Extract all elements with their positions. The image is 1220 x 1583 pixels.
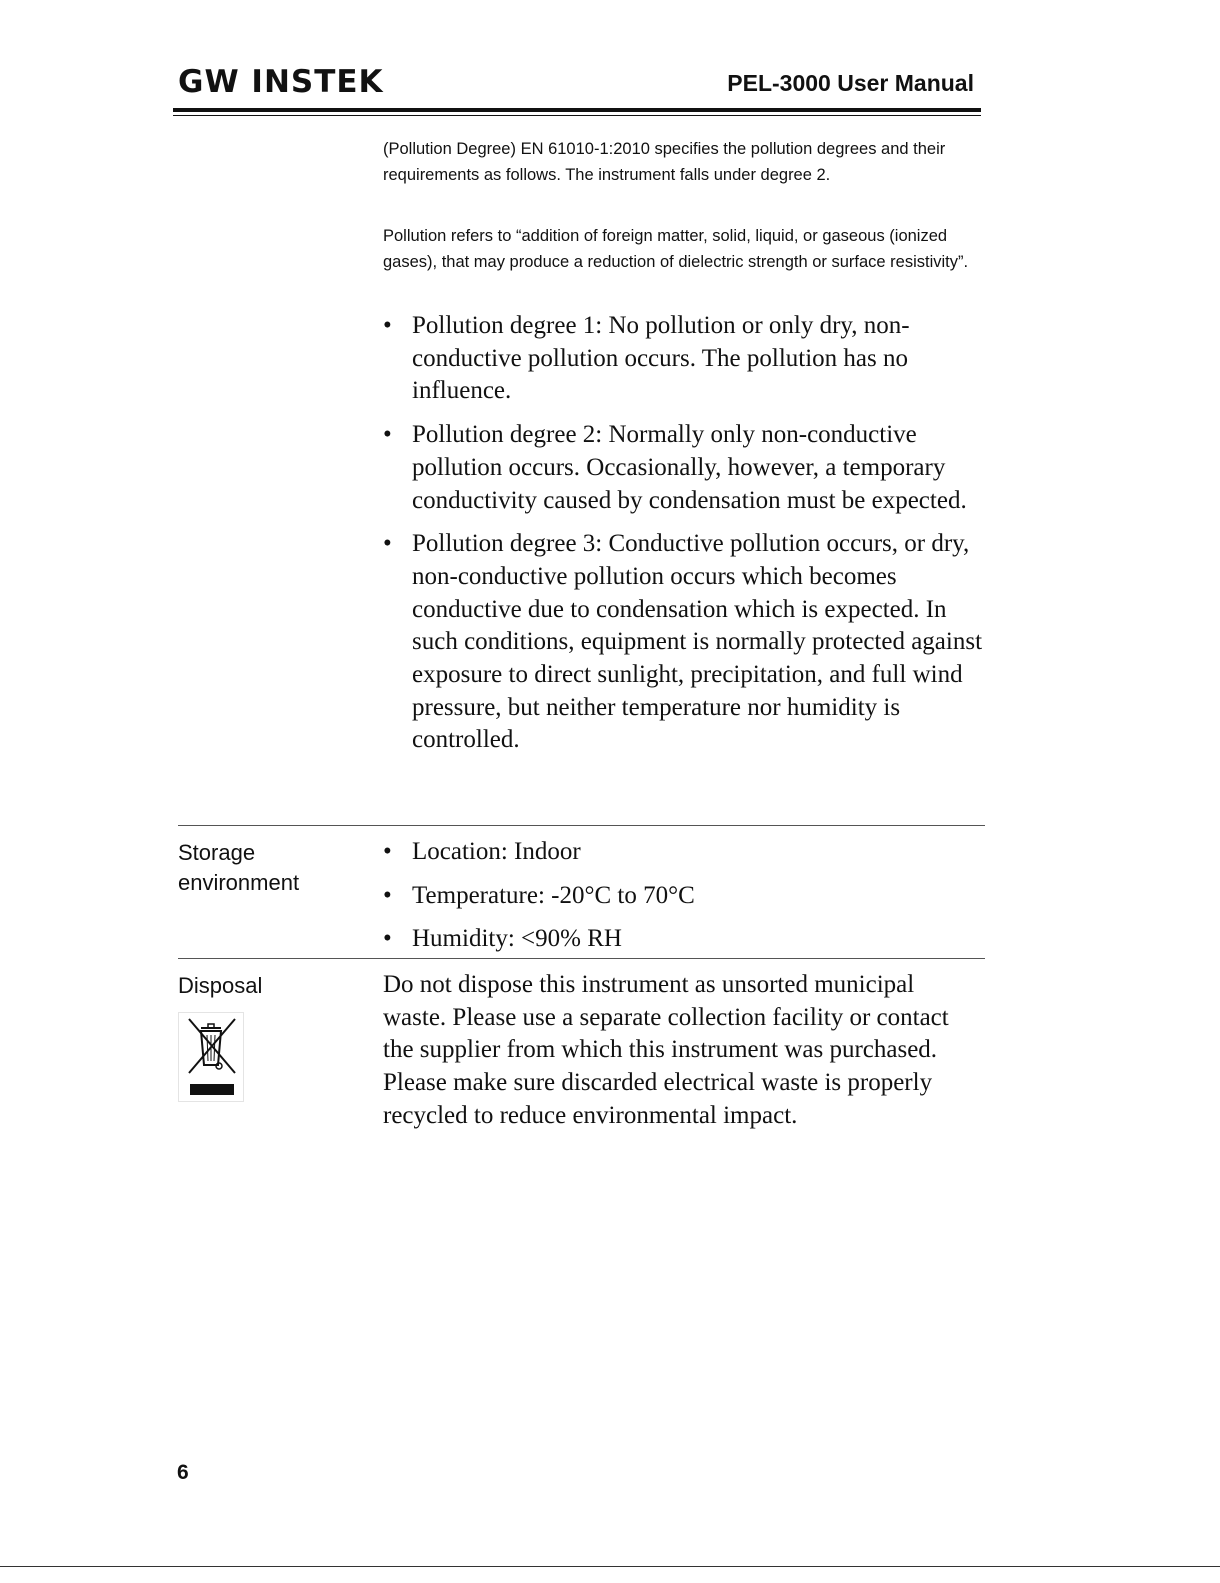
page-edge bbox=[0, 1566, 1220, 1567]
brand-logo: GW INSTEK bbox=[178, 64, 384, 100]
list-item bbox=[383, 310, 988, 408]
storage-label-line2: environment bbox=[178, 870, 300, 895]
section-divider bbox=[178, 958, 985, 959]
weee-crossed-bin-icon bbox=[178, 1012, 244, 1102]
list-item bbox=[383, 923, 988, 956]
header-rule-thin bbox=[173, 115, 981, 116]
header-rule bbox=[173, 108, 981, 112]
pollution-degree-list bbox=[383, 310, 988, 757]
bullet-icon: • bbox=[383, 925, 392, 953]
list-item-text: Temperature: -20°C to 70°C bbox=[412, 881, 695, 909]
list-item-text: Pollution degree 3: Conductive pollution occurs, or dry, non-conductive pollution occurs which becomes conductive due to condensation which is expected. In such conditions, equipment is normally protected against exposure to direct sunlight, precipitation, and full wind pressure, but neither temperature nor humidity is controlled. bbox=[412, 530, 983, 754]
section-divider bbox=[178, 825, 985, 826]
bullet-icon: • bbox=[383, 530, 392, 558]
list-item bbox=[383, 419, 988, 517]
list-item bbox=[383, 528, 988, 757]
storage-label bbox=[178, 838, 368, 898]
list-item-text: Humidity: <90% RH bbox=[412, 925, 622, 953]
disposal-label: Disposal bbox=[178, 973, 263, 998]
list-item-text: Pollution degree 2: Normally only non-conductive pollution occurs. Occasionally, however, a temporary conductivity caused by condensation must be expected. bbox=[412, 421, 967, 514]
list-item bbox=[383, 880, 988, 913]
manual-title: PEL-3000 User Manual bbox=[727, 70, 974, 96]
list-item-text: Location: Indoor bbox=[412, 838, 581, 865]
bullet-icon: • bbox=[383, 312, 392, 339]
page-header bbox=[178, 62, 980, 112]
list-item-text: Pollution degree 1: No pollution or only dry, non-conductive pollution occurs. The pollution has no influence. bbox=[412, 312, 910, 405]
list-item bbox=[383, 836, 988, 869]
storage-list bbox=[383, 836, 988, 956]
pollution-intro: (Pollution Degree) EN 61010-1:2010 specifies the pollution degrees and their requirements as follows. The instrument falls under degree 2. bbox=[383, 140, 946, 184]
bullet-icon: • bbox=[383, 881, 392, 909]
pollution-definition: Pollution refers to “addition of foreign matter, solid, liquid, or gaseous (ionized gases), that may produce a reduction of dielectric strength or surface resistivity”. bbox=[383, 227, 969, 271]
bullet-icon: • bbox=[383, 421, 392, 449]
disposal-text: Do not dispose this instrument as unsorted municipal waste. Please use a separate collection facility or contact the supplier from which this instrument was purchased. Please make sure discarded electrical waste is properly recycled to reduce environmental impact. bbox=[383, 971, 949, 1129]
bullet-icon: • bbox=[383, 838, 392, 865]
storage-label-line1: Storage bbox=[178, 840, 256, 865]
page-number: 6 bbox=[177, 1461, 189, 1484]
